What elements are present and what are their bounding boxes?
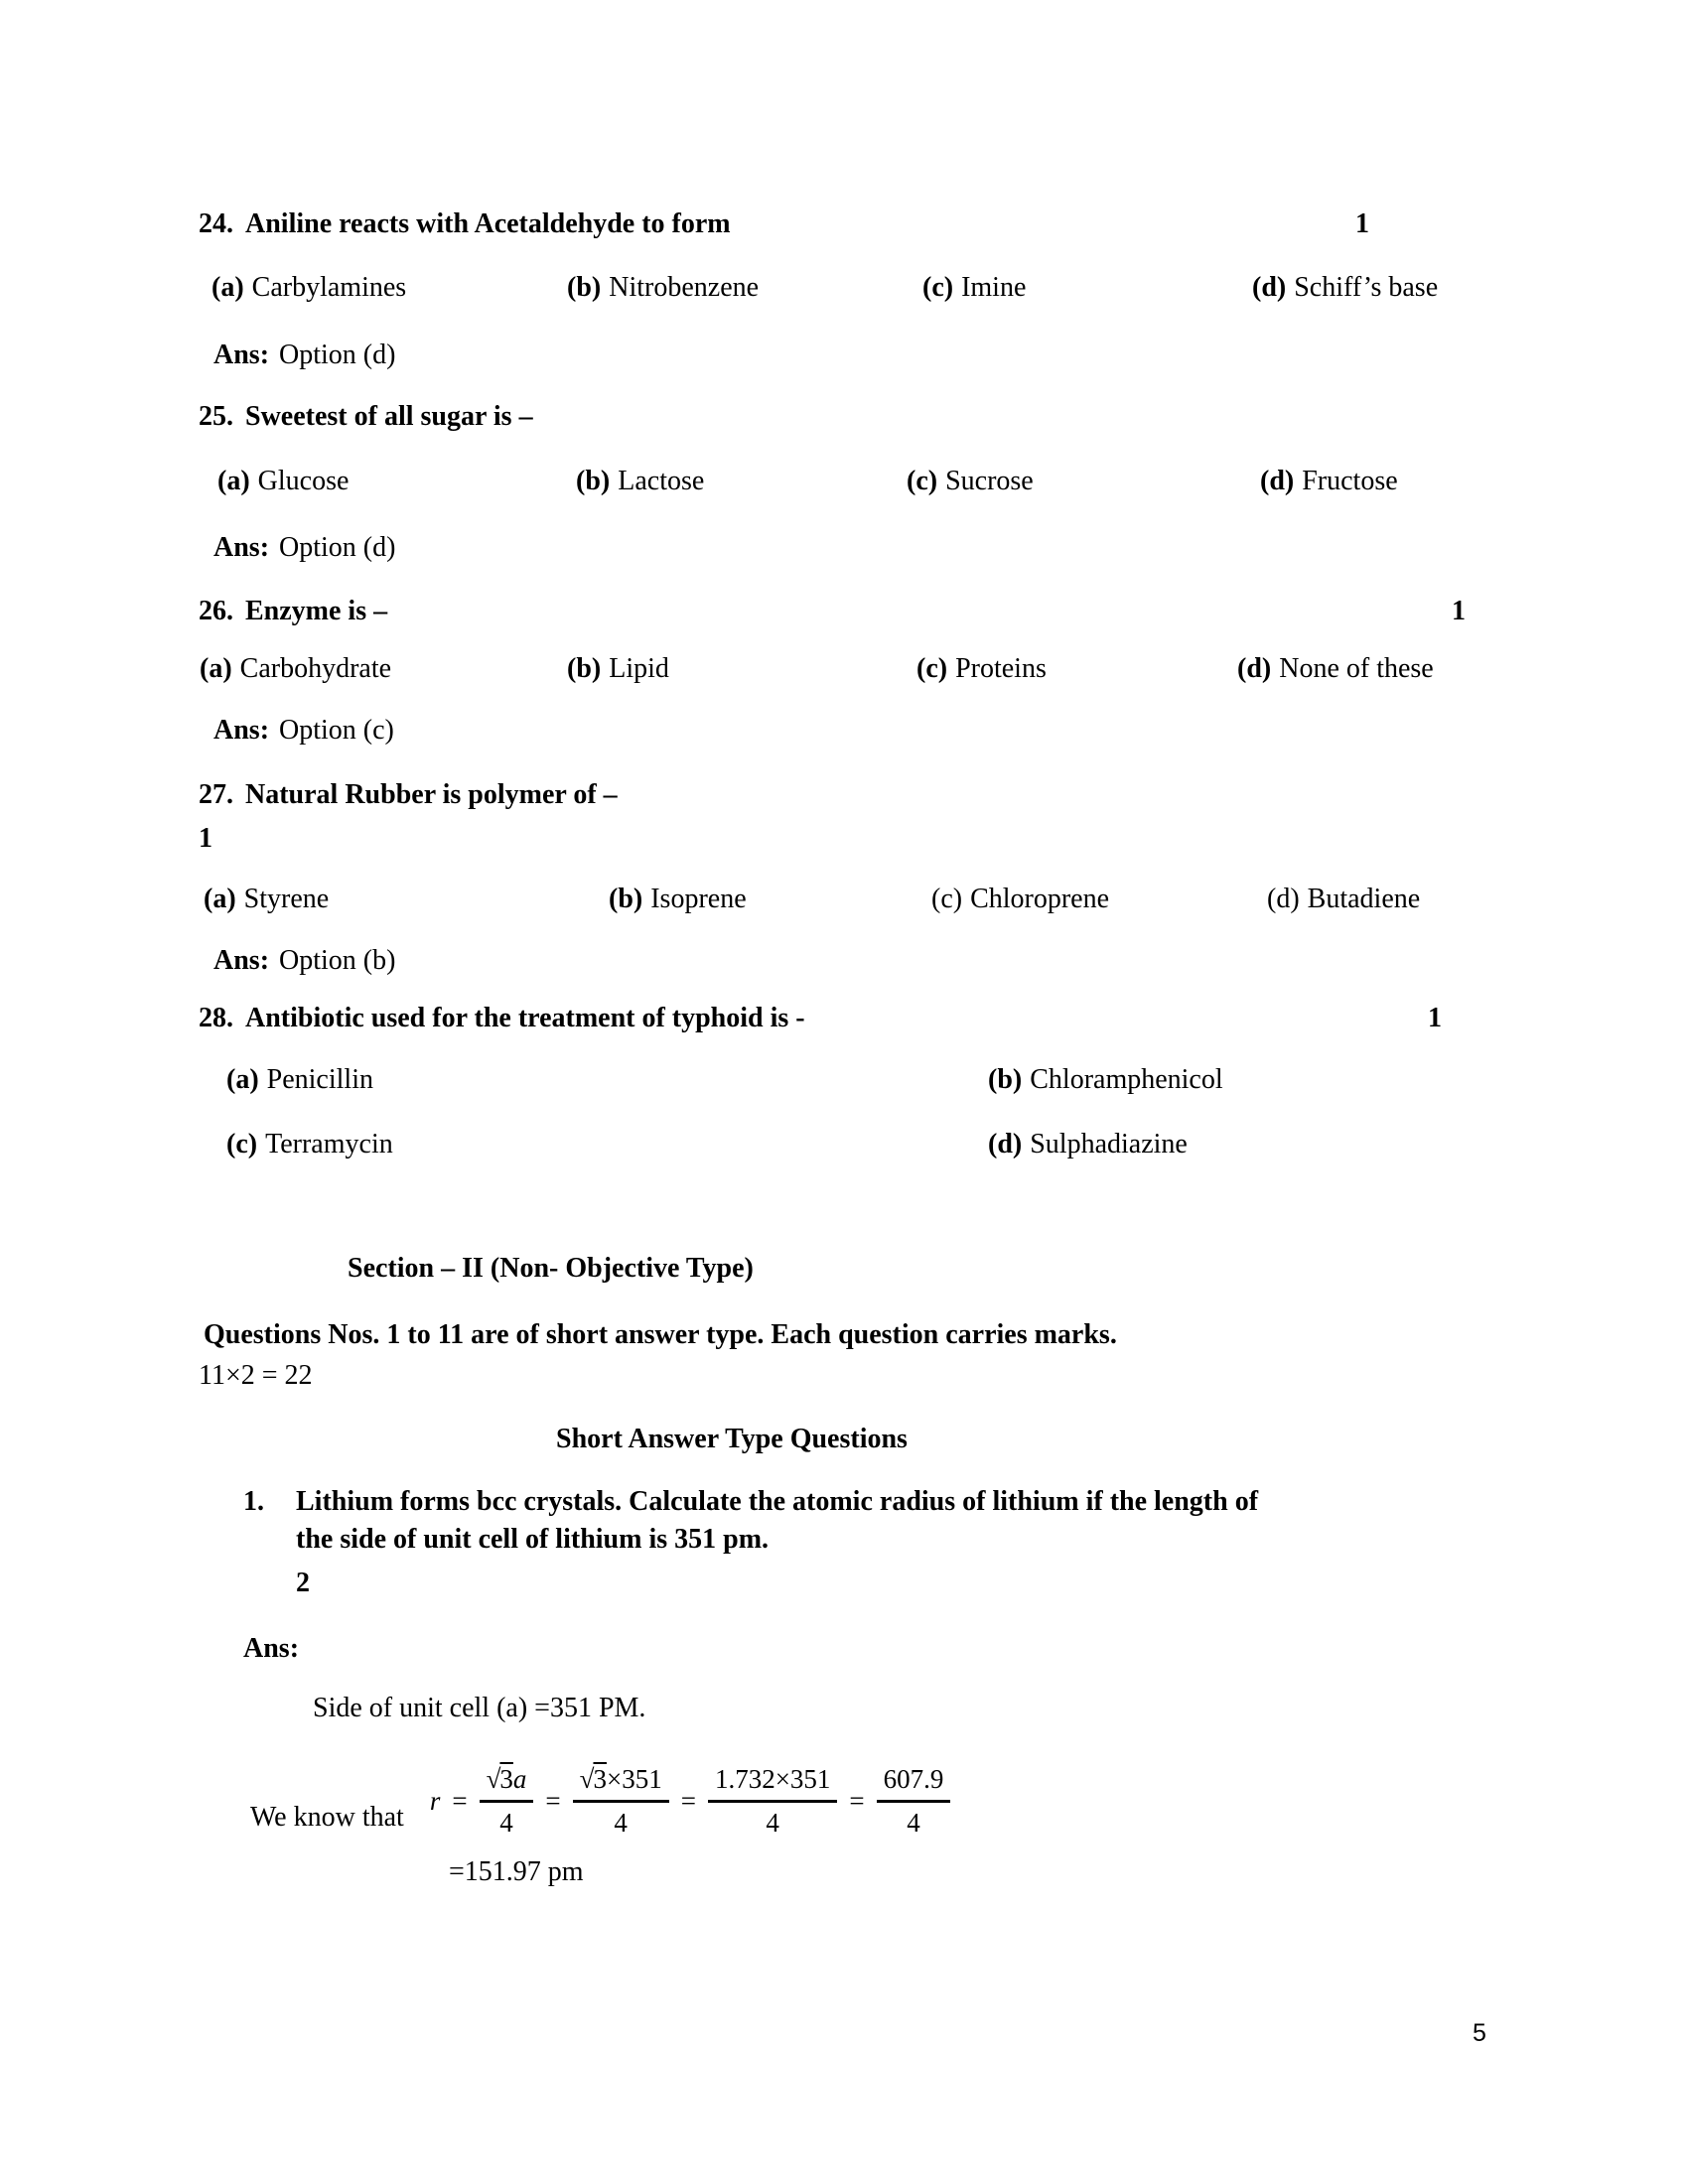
option-text: Carbohydrate — [239, 653, 392, 684]
option-label: (b) — [988, 1064, 1023, 1095]
option-text: Sulphadiazine — [1030, 1129, 1188, 1160]
question-25-heading — [199, 399, 533, 435]
question-27-option-b — [609, 882, 747, 917]
question-27-title: Natural Rubber is polymer of – — [245, 779, 618, 810]
question-26-number: 26. — [199, 596, 233, 626]
option-label: (d) — [988, 1129, 1023, 1160]
question-27-option-a — [204, 882, 329, 917]
option-text: Lactose — [618, 466, 705, 496]
option-label: (a) — [211, 272, 244, 303]
fraction-denominator: 4 — [766, 1808, 779, 1838]
radicand: 3 — [499, 1764, 513, 1795]
sa-question-mark: 2 — [296, 1568, 310, 1598]
question-26-title: Enzyme is – — [245, 596, 388, 626]
equals-sign: = — [680, 1786, 696, 1817]
question-24-option-a — [211, 270, 406, 306]
question-24-option-d — [1252, 270, 1438, 306]
option-label: (d) — [1267, 884, 1300, 914]
question-25-option-d — [1260, 464, 1398, 499]
question-28-option-c — [226, 1127, 393, 1162]
option-text: Proteins — [955, 653, 1047, 684]
question-25-option-c — [907, 464, 1034, 499]
option-label: (c) — [931, 884, 963, 914]
question-28-title: Antibiotic used for the treatment of typhoid is - — [245, 1003, 805, 1033]
answer-label: Ans: — [213, 715, 270, 746]
section-instruction: Questions Nos. 1 to 11 are of short answer type. Each question carries marks. — [204, 1319, 1117, 1350]
option-text: Fructose — [1302, 466, 1398, 496]
option-text: Styrene — [243, 884, 330, 914]
question-25-option-a — [217, 464, 349, 499]
option-label: (a) — [217, 466, 250, 496]
option-label: (c) — [226, 1129, 258, 1160]
sa-answer-label: Ans: — [243, 1633, 300, 1664]
question-26-option-b — [567, 651, 669, 687]
option-text: Isoprene — [650, 884, 747, 914]
sa-fraction-2 — [573, 1765, 669, 1838]
question-27-option-d — [1267, 882, 1420, 917]
option-label: (a) — [226, 1064, 259, 1095]
fraction-denominator: 4 — [907, 1808, 920, 1838]
option-text: Lipid — [609, 653, 669, 684]
question-26-option-a — [200, 651, 391, 687]
question-27-answer — [213, 943, 395, 979]
question-24-answer — [213, 338, 395, 373]
section-title: Section – II (Non- Objective Type) — [348, 1253, 754, 1284]
sa-fraction-3 — [708, 1765, 837, 1838]
question-28-mark: 1 — [1428, 1003, 1442, 1033]
question-28-option-a — [226, 1062, 373, 1098]
sa-formula — [250, 1735, 950, 1868]
question-27-mark: 1 — [199, 823, 212, 854]
answer-value: Option (b) — [279, 945, 396, 976]
option-text: Chloroprene — [970, 884, 1110, 914]
option-text: Chloramphenicol — [1030, 1064, 1223, 1095]
question-25-title: Sweetest of all sugar is – — [245, 401, 533, 432]
question-26-mark: 1 — [1452, 596, 1466, 626]
question-24-number: 24. — [199, 208, 233, 239]
option-text: Glucose — [257, 466, 350, 496]
fraction-numerator: 1.732×351 — [708, 1765, 837, 1803]
question-26-option-c — [916, 651, 1047, 687]
option-text: Terramycin — [265, 1129, 393, 1160]
option-label: (d) — [1260, 466, 1295, 496]
question-26-heading — [199, 594, 387, 629]
section-marks-equation: 11×2 = 22 — [199, 1360, 313, 1391]
variable: a — [512, 1764, 527, 1795]
section-subtitle: Short Answer Type Questions — [556, 1424, 908, 1454]
option-label: (b) — [576, 466, 611, 496]
answer-label: Ans: — [213, 945, 270, 976]
question-28-option-d — [988, 1127, 1188, 1162]
sa-question-line1: Lithium forms bcc crystals. Calculate the atomic radius of lithium if the length of — [296, 1486, 1259, 1517]
equals-sign: = — [849, 1786, 865, 1817]
question-28-option-b — [988, 1062, 1223, 1098]
option-text: Sucrose — [945, 466, 1034, 496]
option-text: Penicillin — [266, 1064, 373, 1095]
question-28-heading — [199, 1001, 805, 1036]
answer-value: Option (d) — [279, 532, 396, 563]
option-text: Carbylamines — [251, 272, 407, 303]
sa-fraction-4 — [877, 1765, 951, 1838]
answer-value: Option (d) — [279, 340, 396, 370]
fraction-numerator — [480, 1765, 534, 1803]
option-label: (b) — [567, 272, 602, 303]
question-24-heading — [199, 206, 731, 242]
option-label: (d) — [1237, 653, 1272, 684]
question-28-number: 28. — [199, 1003, 233, 1033]
sa-question-number: 1. — [243, 1486, 264, 1517]
sa-formula-lhs: r — [429, 1786, 441, 1817]
question-24-option-b — [567, 270, 759, 306]
factor: ×351 — [606, 1764, 662, 1795]
question-25-number: 25. — [199, 401, 233, 432]
option-label: (a) — [204, 884, 236, 914]
radical-sign: √ — [486, 1764, 500, 1795]
radicand: 3 — [593, 1764, 607, 1795]
option-label: (b) — [567, 653, 602, 684]
equals-sign: = — [545, 1786, 561, 1817]
sa-formula-result: =151.97 pm — [449, 1856, 584, 1887]
fraction-denominator: 4 — [499, 1808, 513, 1838]
option-label: (a) — [200, 653, 232, 684]
fraction-numerator — [573, 1765, 669, 1803]
page-number: 5 — [1473, 2019, 1486, 2047]
answer-label: Ans: — [213, 340, 270, 370]
question-27-option-c — [931, 882, 1109, 917]
option-label: (c) — [907, 466, 938, 496]
question-24-mark: 1 — [1355, 208, 1369, 239]
option-label: (c) — [922, 272, 954, 303]
question-24-title: Aniline reacts with Acetaldehyde to form — [245, 208, 731, 239]
sa-given-statement: Side of unit cell (a) =351 PM. — [313, 1693, 646, 1723]
sa-question-line2: the side of unit cell of lithium is 351 pm. — [296, 1524, 770, 1555]
sa-fraction-1 — [480, 1765, 534, 1838]
sa-formula-intro: We know that — [250, 1801, 404, 1833]
option-text: Schiff’s base — [1294, 272, 1439, 303]
option-text: Imine — [961, 272, 1027, 303]
equals-sign: = — [452, 1786, 468, 1817]
option-label: (b) — [609, 884, 643, 914]
question-25-option-b — [576, 464, 704, 499]
question-25-answer — [213, 530, 395, 566]
question-26-answer — [213, 713, 394, 749]
option-text: None of these — [1279, 653, 1434, 684]
option-text: Butadiene — [1307, 884, 1421, 914]
radical-sign: √ — [579, 1764, 594, 1795]
question-27-number: 27. — [199, 779, 233, 810]
answer-value: Option (c) — [279, 715, 394, 746]
option-label: (d) — [1252, 272, 1287, 303]
option-label: (c) — [916, 653, 948, 684]
fraction-numerator: 607.9 — [877, 1765, 951, 1803]
answer-label: Ans: — [213, 532, 270, 563]
question-27-heading — [199, 777, 618, 813]
option-text: Nitrobenzene — [609, 272, 760, 303]
question-24-option-c — [922, 270, 1026, 306]
fraction-denominator: 4 — [614, 1808, 628, 1838]
question-26-option-d — [1237, 651, 1434, 687]
